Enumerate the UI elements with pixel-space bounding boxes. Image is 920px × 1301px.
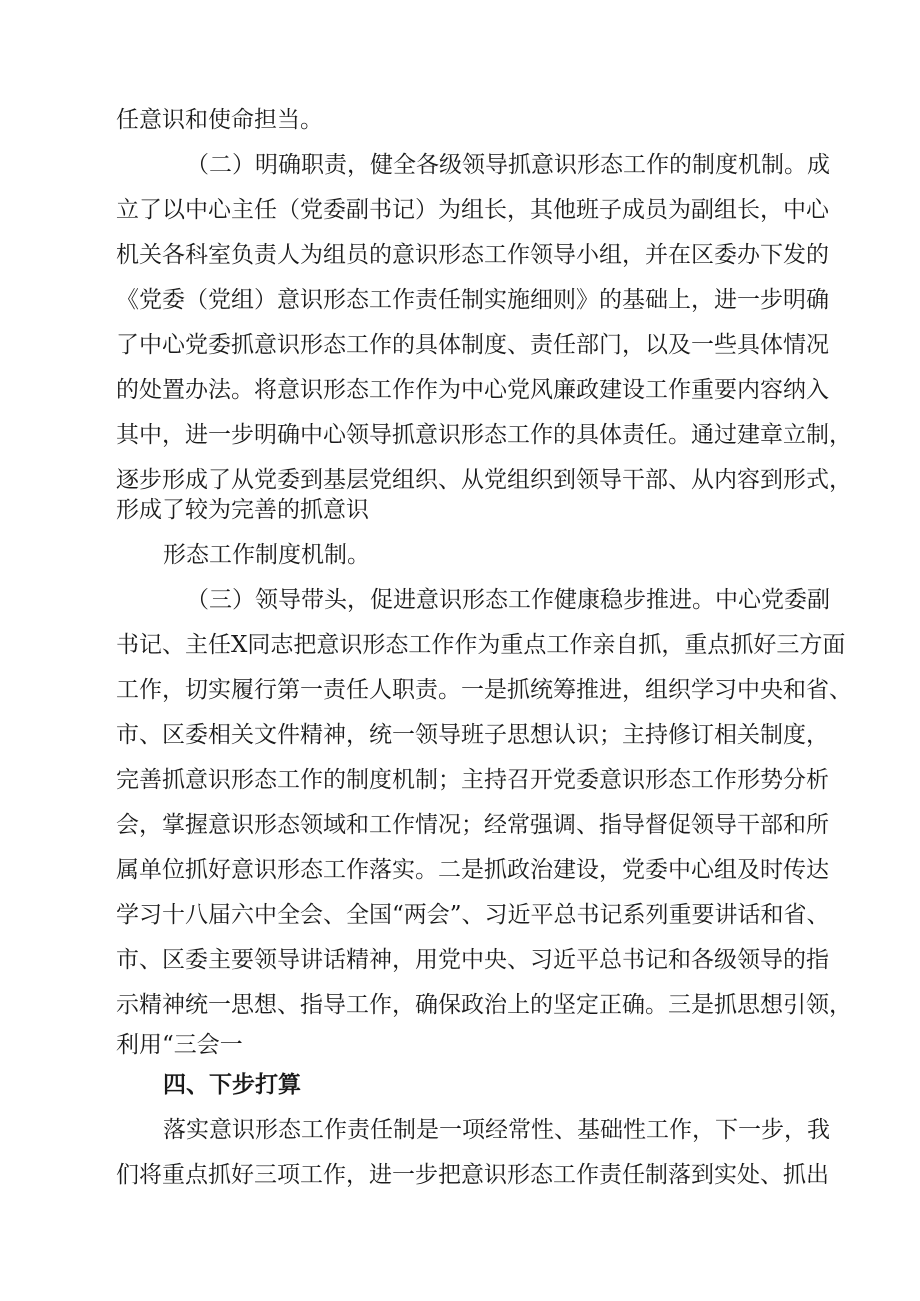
text-line: 《党委（党组）意识形态工作责任制实施细则》的基础上，进一步明确 xyxy=(116,287,829,313)
text-line: 们将重点抓好三项工作，进一步把意识形态工作责任制落到实处、抓出 xyxy=(116,1162,829,1188)
section-heading: 四、下步打算 xyxy=(163,1072,301,1098)
text-line: 属单位抓好意识形态工作落实。二是抓政治建设，党委中心组及时传达 xyxy=(116,857,829,883)
text-line: 完善抓意识形态工作的制度机制；主持召开党委意识形态工作形势分析 xyxy=(116,767,829,793)
text-line: 工作，切实履行第一责任人职责。一是抓统筹推进，组织学习中央和省、 xyxy=(116,677,852,703)
text-line: 机关各科室负责人为组员的意识形态工作领导小组，并在区委办下发的 xyxy=(116,242,829,268)
text-line: 任意识和使命担当。 xyxy=(116,107,323,133)
text-line: 利用“三会一 xyxy=(116,1032,243,1058)
text-line: （三）领导带头，促进意识形态工作健康稳步推进。中心党委副 xyxy=(186,587,830,613)
text-line: （二）明确职责，健全各级领导抓意识形态工作的制度机制。成 xyxy=(186,152,830,178)
text-line: 逐步形成了从党委到基层党组织、从党组织到领导干部、从内容到形式， xyxy=(116,467,852,493)
text-line: 形成了较为完善的抓意识 xyxy=(116,497,369,523)
text-line: 其中，进一步明确中心领导抓意识形态工作的具体责任。通过建章立制， xyxy=(116,422,852,448)
text-line: 示精神统一思想、指导工作，确保政治上的坚定正确。三是抓思想引领， xyxy=(116,992,852,1018)
text-line: 书记、主任X同志把意识形态工作作为重点工作亲自抓，重点抓好三方面 xyxy=(116,632,846,658)
text-line: 立了以中心主任（党委副书记）为组长，其他班子成员为副组长，中心 xyxy=(116,197,829,223)
text-line: 形态工作制度机制。 xyxy=(163,542,370,568)
text-line: 学习十八届六中全会、全国“两会”、习近平总书记系列重要讲话和省、 xyxy=(116,902,830,928)
text-line: 的处置办法。将意识形态工作作为中心党风廉政建设工作重要内容纳入 xyxy=(116,377,829,403)
text-line: 会，掌握意识形态领域和工作情况；经常强调、指导督促领导干部和所 xyxy=(116,812,829,838)
text-line: 了中心党委抓意识形态工作的具体制度、责任部门，以及一些具体情况 xyxy=(116,332,829,358)
text-line: 落实意识形态工作责任制是一项经常性、基础性工作，下一步，我 xyxy=(163,1117,830,1143)
text-line: 市、区委相关文件精神，统一领导班子思想认识；主持修订相关制度， xyxy=(116,722,829,748)
text-line: 市、区委主要领导讲话精神，用党中央、习近平总书记和各级领导的指 xyxy=(116,947,829,973)
